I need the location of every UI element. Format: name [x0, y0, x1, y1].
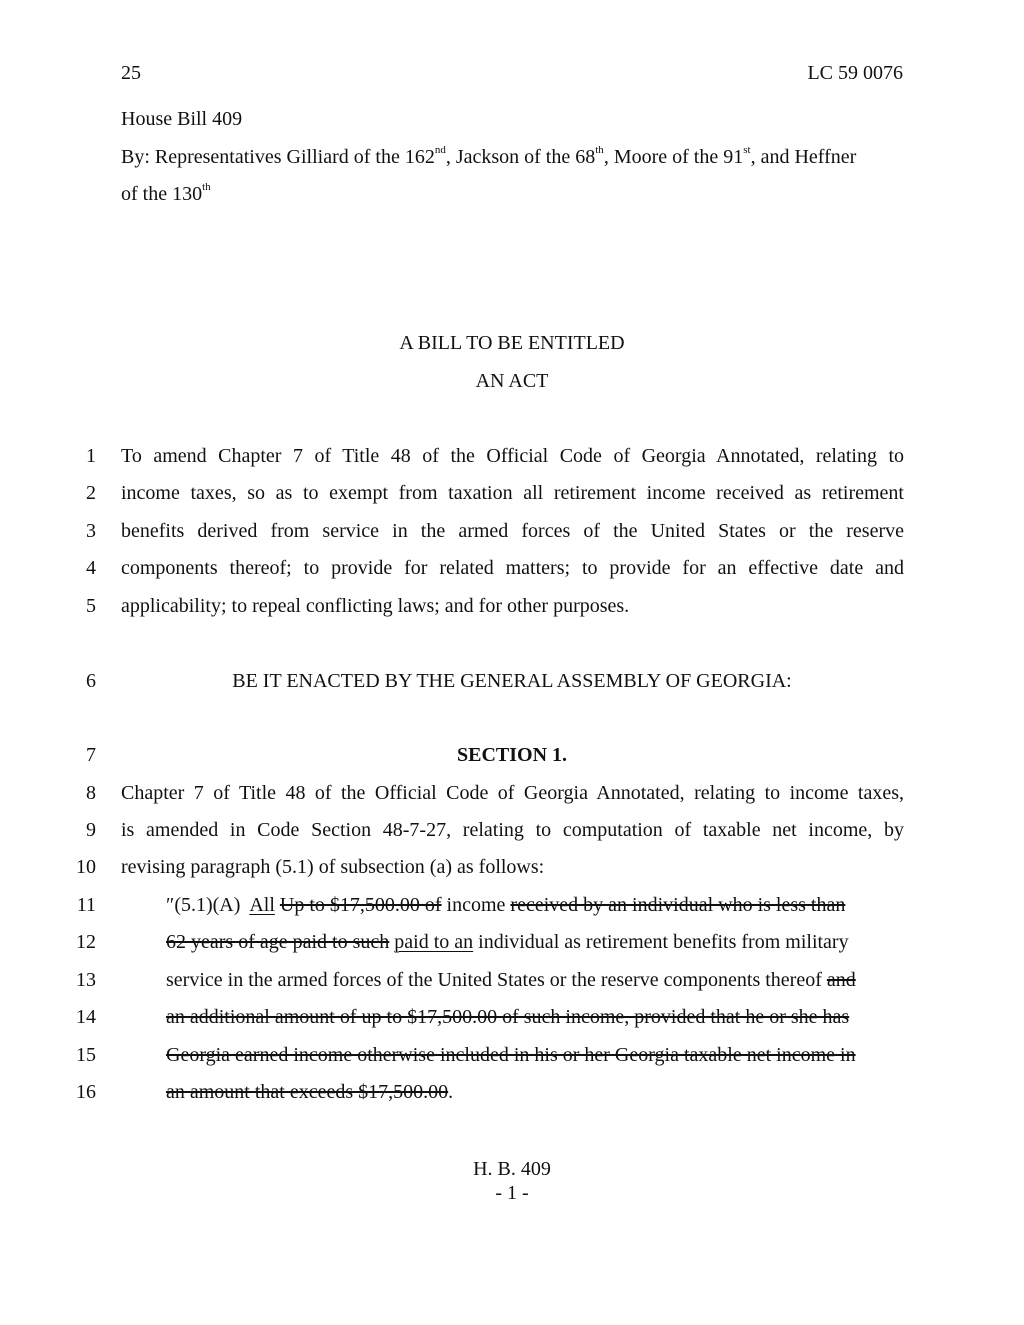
line-number: 6: [86, 670, 96, 692]
line-number: 16: [76, 1081, 96, 1103]
bill-heading: A BILL TO BE ENTITLED: [399, 332, 625, 354]
line-number: 8: [86, 782, 96, 804]
line-number: 15: [76, 1044, 96, 1066]
line-number: 12: [76, 931, 96, 953]
amendment-line: [166, 894, 845, 917]
retained-text: individual as retirement benefits from military: [478, 931, 849, 953]
page-code: 25: [121, 62, 141, 84]
preamble-line: benefits derived from service in the armed forces of the United States or the reserve: [121, 520, 904, 542]
struck-text: Up to $17,500.00 of: [279, 894, 442, 916]
struck-text: received by an individual who is less than: [510, 894, 846, 916]
retained-text: service in the armed forces of the United States or the reserve components thereof: [166, 969, 822, 991]
line-number: 14: [76, 1006, 96, 1028]
retained-text: income: [446, 894, 506, 916]
retained-text: .: [448, 1081, 454, 1103]
inserted-text: paid to an: [394, 931, 474, 953]
bill-title: House Bill 409: [121, 108, 243, 130]
paragraph-label: ″(5.1)(A): [166, 894, 250, 916]
amendment-line: [166, 1081, 453, 1104]
inserted-text: All: [249, 894, 275, 916]
ordinal-suffix: st: [743, 144, 751, 156]
line-number: 3: [86, 520, 96, 542]
line-number: 9: [86, 819, 96, 841]
body-line: Chapter 7 of Title 48 of the Official Code of Georgia Annotated, relating to income taxes,: [121, 782, 904, 804]
lc-number: LC 59 0076: [807, 62, 903, 84]
ordinal-suffix: th: [202, 181, 211, 193]
struck-text: an amount that exceeds $17,500.00: [166, 1081, 449, 1103]
struck-text: Georgia earned income otherwise included in his or her Georgia taxable net income in: [166, 1044, 856, 1066]
struck-text: 62 years of age paid to such: [166, 931, 390, 953]
footer-bill-ref: H. B. 409: [473, 1158, 551, 1180]
preamble-line: applicability; to repeal conflicting laws; and for other purposes.: [121, 595, 630, 617]
sponsors-text: of the 130: [121, 183, 203, 205]
amendment-line: [166, 931, 849, 954]
preamble-line: To amend Chapter 7 of Title 48 of the Official Code of Georgia Annotated, relating to: [121, 445, 904, 467]
amendment-line: [166, 1006, 849, 1029]
footer-page-number: - 1 -: [495, 1182, 529, 1204]
sponsors-line-1: [121, 146, 856, 169]
act-heading: AN ACT: [475, 370, 549, 392]
struck-text: an additional amount of up to $17,500.00 of such income, provided that he or she has: [166, 1006, 850, 1028]
ordinal-suffix: nd: [434, 144, 446, 156]
body-line: revising paragraph (5.1) of subsection (a) as follows:: [121, 856, 545, 878]
amendment-line: [166, 1044, 856, 1067]
amendment-line: [166, 969, 856, 992]
sponsors-text: , Moore of the 91: [603, 146, 744, 168]
section-heading: SECTION 1.: [456, 744, 568, 766]
sponsors-text: , Jackson of the 68: [445, 146, 596, 168]
enacting-clause: BE IT ENACTED BY THE GENERAL ASSEMBLY OF GEORGIA:: [232, 670, 792, 692]
line-number: 1: [86, 445, 96, 467]
line-number: 7: [86, 744, 96, 766]
sponsors-line-2: [121, 183, 211, 206]
line-number: 2: [86, 482, 96, 504]
sponsors-text: By: Representatives Gilliard of the 162: [121, 146, 435, 168]
line-number: 10: [76, 856, 96, 878]
body-line: is amended in Code Section 48-7-27, relating to computation of taxable net income, by: [121, 819, 904, 841]
preamble-line: components thereof; to provide for related matters; to provide for an effective date and: [121, 557, 904, 579]
line-number: 11: [76, 894, 96, 916]
preamble-line: income taxes, so as to exempt from taxation all retirement income received as retirement: [121, 482, 904, 504]
line-number: 4: [86, 557, 96, 579]
struck-text: and: [826, 969, 856, 991]
ordinal-suffix: th: [595, 144, 604, 156]
line-number: 5: [86, 595, 96, 617]
sponsors-text: , and Heffner: [750, 146, 857, 168]
line-number: 13: [76, 969, 96, 991]
